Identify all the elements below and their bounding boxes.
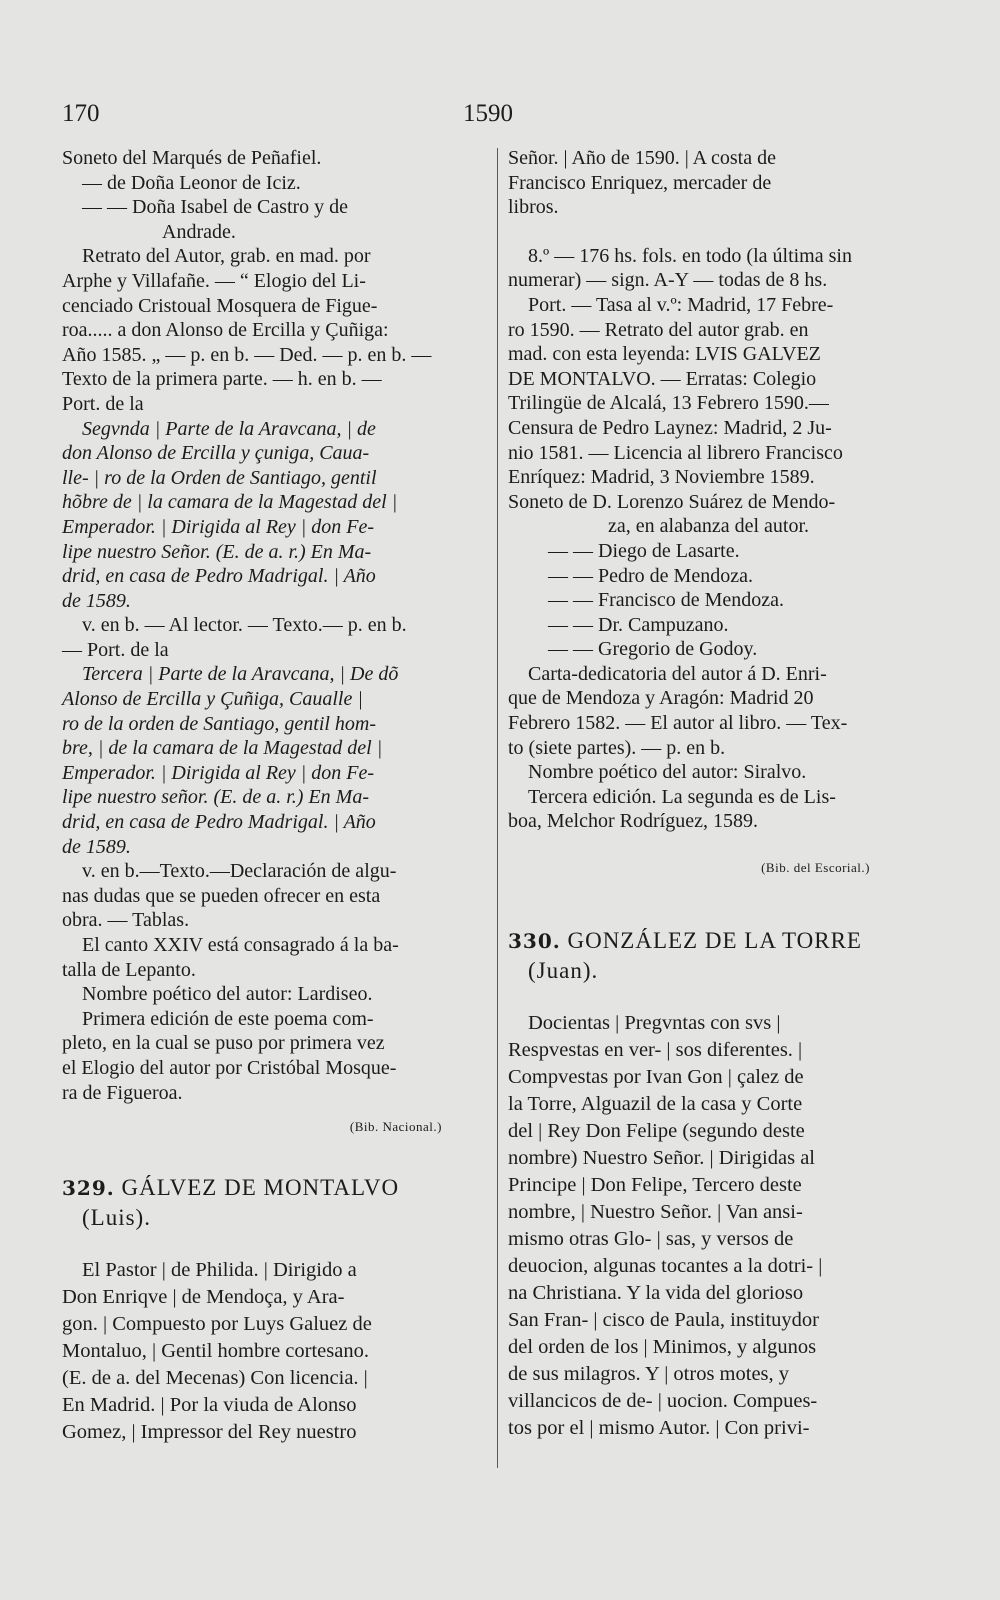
page-number: 170 xyxy=(62,100,100,127)
text-line: — Port. de la xyxy=(62,638,169,661)
entry-330-author: GONZÁLEZ DE LA TORRE xyxy=(567,928,862,954)
text-line: de 1589. xyxy=(62,589,131,612)
text-line: Montaluo, | Gentil hombre cortesano. xyxy=(62,1340,369,1363)
text-line: de 1589. xyxy=(62,835,131,858)
text-line: San Fran- | cisco de Paula, instituydor xyxy=(508,1309,819,1332)
text-line: Segvnda | Parte de la Aravcana, | de xyxy=(82,417,376,440)
entry-330-heading xyxy=(508,926,920,956)
text-line: Año 1585. „ — p. en b. — Ded. — p. en b. — xyxy=(62,343,432,366)
entry-329-author: GÁLVEZ DE MONTALVO xyxy=(121,1175,400,1201)
text-line: cenciado Cristoual Mosquera de Figue- xyxy=(62,294,378,317)
text-line: mad. con esta leyenda: LVIS GALVEZ xyxy=(508,343,821,366)
right-column xyxy=(508,146,920,1442)
text-line: Andrade. xyxy=(162,220,236,243)
text-line: boa, Melchor Rodríguez, 1589. xyxy=(508,810,758,833)
text-line: Compvestas por Ivan Gon | çalez de xyxy=(508,1066,804,1089)
text-line: Francisco Enriquez, mercader de xyxy=(508,171,772,194)
text-line: Port. de la xyxy=(62,392,144,415)
text-line: to (siete partes). — p. en b. xyxy=(508,736,726,759)
text-line: za, en alabanza del autor. xyxy=(608,515,809,538)
text-line: Nombre poético del autor: Lardiseo. xyxy=(82,983,373,1006)
text-line: drid, en casa de Pedro Madrigal. | Año xyxy=(62,811,376,834)
text-line: — — Francisco de Mendoza. xyxy=(548,589,785,612)
text-line: talla de Lepanto. xyxy=(62,958,196,981)
text-line: Arphe y Villafañe. — “ Elogio del Li- xyxy=(62,269,366,292)
text-line: v. en b. — Al lector. — Texto.— p. en b. xyxy=(82,614,407,637)
source-note-bib-nacional: (Bib. Nacional.) xyxy=(349,1119,442,1135)
text-line: del | Rey Don Felipe (segundo deste xyxy=(508,1120,805,1143)
text-line: del orden de los | Minimos, y algunos xyxy=(508,1336,817,1359)
text-line: drid, en casa de Pedro Madrigal. | Año xyxy=(62,565,376,588)
text-line: de sus milagros. Y | otros motes, y xyxy=(508,1363,790,1386)
text-line: Enríquez: Madrid, 3 Noviembre 1589. xyxy=(508,466,815,489)
text-line: Trilingüe de Alcalá, 13 Febrero 1590.— xyxy=(508,392,829,415)
entry-330-number: 330. xyxy=(508,929,561,954)
entry-329-title xyxy=(62,1257,492,1446)
text-line: Febrero 1582. — El autor al libro. — Tex- xyxy=(508,712,848,735)
entry-329-number: 329. xyxy=(62,1176,115,1201)
text-line: nombre) Nuestro Señor. | Dirigidas al xyxy=(508,1147,815,1170)
entry-330-title xyxy=(508,1010,920,1442)
text-line: el Elogio del autor por Cristóbal Mosque- xyxy=(62,1056,397,1079)
text-line: Tercera edición. La segunda es de Lis- xyxy=(528,785,836,808)
entry-329-description xyxy=(508,244,920,834)
text-line: Port. — Tasa al v.º: Madrid, 17 Febre- xyxy=(528,293,834,316)
text-line: DE MONTALVO. — Erratas: Colegio xyxy=(508,367,817,390)
text-line: — — Gregorio de Godoy. xyxy=(548,638,758,661)
text-line: Soneto de D. Lorenzo Suárez de Mendo- xyxy=(508,490,836,513)
text-line: Señor. | Año de 1590. | A costa de xyxy=(508,147,776,169)
text-line: ra de Figueroa. xyxy=(62,1081,183,1104)
text-line: tos por el | mismo Autor. | Con privi- xyxy=(508,1417,810,1440)
left-column xyxy=(62,146,492,1446)
text-line: ro 1590. — Retrato del autor grab. en xyxy=(508,318,809,341)
text-line: lipe nuestro Señor. (E. de a. r.) En Ma- xyxy=(62,540,372,563)
text-line: — — Diego de Lasarte. xyxy=(548,539,740,562)
text-line: obra. — Tablas. xyxy=(62,909,190,932)
entry-329-heading xyxy=(62,1173,492,1203)
text-line: libros. xyxy=(508,196,559,219)
text-line: na Christiana. Y la vida del glorioso xyxy=(508,1282,804,1305)
text-line: — — Pedro de Mendoza. xyxy=(548,564,753,587)
text-line: Nombre poético del autor: Siralvo. xyxy=(528,761,807,784)
text-line: Docientas | Pregvntas con svs | xyxy=(528,1012,781,1035)
text-line: Texto de la primera parte. — h. en b. — xyxy=(62,368,382,391)
text-line: Primera edición de este poema com- xyxy=(82,1007,374,1030)
entry-328-continuation xyxy=(62,146,492,1105)
entry-329-given-name: (Luis). xyxy=(82,1205,151,1231)
text-line: El canto XXIV está consagrado á la ba- xyxy=(82,934,399,956)
text-line: Tercera | Parte de la Aravcana, | De dõ xyxy=(82,663,399,686)
text-line: — — Dr. Campuzano. xyxy=(548,613,729,636)
text-line: la Torre, Alguazil de la casa y Corte xyxy=(508,1093,803,1116)
text-line: mismo otras Glo- | sas, y versos de xyxy=(508,1228,794,1251)
text-line: que de Mendoza y Aragón: Madrid 20 xyxy=(508,687,814,710)
page-year: 1590 xyxy=(463,100,513,127)
text-line: Gomez, | Impressor del Rey nuestro xyxy=(62,1421,357,1444)
text-line: Respvestas en ver- | sos diferentes. | xyxy=(508,1039,803,1062)
text-line: villancicos de de- | uocion. Compues- xyxy=(508,1390,818,1413)
text-line: Soneto del Marqués de Peñafiel. xyxy=(62,147,322,169)
text-line: hõbre de | la camara de la Magestad del | xyxy=(62,491,398,514)
text-line: nio 1581. — Licencia al librero Francisco xyxy=(508,441,843,464)
text-line: roa..... a don Alonso de Ercilla y Çuñiga: xyxy=(62,319,389,342)
text-line: deuocion, algunas tocantes a la dotri- | xyxy=(508,1255,823,1278)
text-line: En Madrid. | Por la viuda de Alonso xyxy=(62,1394,357,1417)
text-line: gon. | Compuesto por Luys Galuez de xyxy=(62,1313,372,1336)
text-line: pleto, en la cual se puso por primera vez xyxy=(62,1032,385,1055)
column-divider xyxy=(497,148,498,1468)
text-line: Don Enriqve | de Mendoça, y Ara- xyxy=(62,1286,345,1309)
text-line: lipe nuestro señor. (E. de a. r.) En Ma- xyxy=(62,786,369,809)
text-line: Emperador. | Dirigida al Rey | don Fe- xyxy=(62,515,375,538)
text-line: 8.º — 176 hs. fols. en todo (la última sin xyxy=(528,244,852,267)
text-line: ro de la orden de Santiago, gentil hom- xyxy=(62,712,377,735)
text-line: Emperador. | Dirigida al Rey | don Fe- xyxy=(62,761,375,784)
text-line: Principe | Don Felipe, Tercero deste xyxy=(508,1174,802,1197)
text-line: nombre, | Nuestro Señor. | Van ansi- xyxy=(508,1201,803,1224)
text-line: Retrato del Autor, grab. en mad. por xyxy=(82,245,371,268)
text-line: Censura de Pedro Laynez: Madrid, 2 Ju- xyxy=(508,416,832,439)
text-line: Carta-dedicatoria del autor á D. Enri- xyxy=(528,662,827,685)
source-note-bib-escorial: (Bib. del Escorial.) xyxy=(761,860,870,876)
text-line: Alonso de Ercilla y Çuñiga, Caualle | xyxy=(62,688,363,711)
text-line: — de Doña Leonor de Iciz. xyxy=(82,171,301,194)
text-line: lle- | ro de la Orden de Santiago, gentil xyxy=(62,466,377,489)
text-line: — — Doña Isabel de Castro y de xyxy=(82,196,349,219)
text-line: (E. de a. del Mecenas) Con licencia. | xyxy=(62,1367,368,1390)
text-line: nas dudas que se pueden ofrecer en esta xyxy=(62,884,381,907)
text-line: v. en b.—Texto.—Declaración de algu- xyxy=(82,860,397,883)
entry-329-imprint xyxy=(508,146,920,220)
text-line: numerar) — sign. A-Y — todas de 8 hs. xyxy=(508,269,828,292)
text-line: don Alonso de Ercilla y çuniga, Caua- xyxy=(62,442,370,465)
page-header xyxy=(62,100,922,134)
entry-330-given-name: (Juan). xyxy=(528,958,599,984)
text-line: El Pastor | de Philida. | Dirigido a xyxy=(82,1259,357,1282)
text-line: bre, | de la camara de la Magestad del | xyxy=(62,737,383,760)
